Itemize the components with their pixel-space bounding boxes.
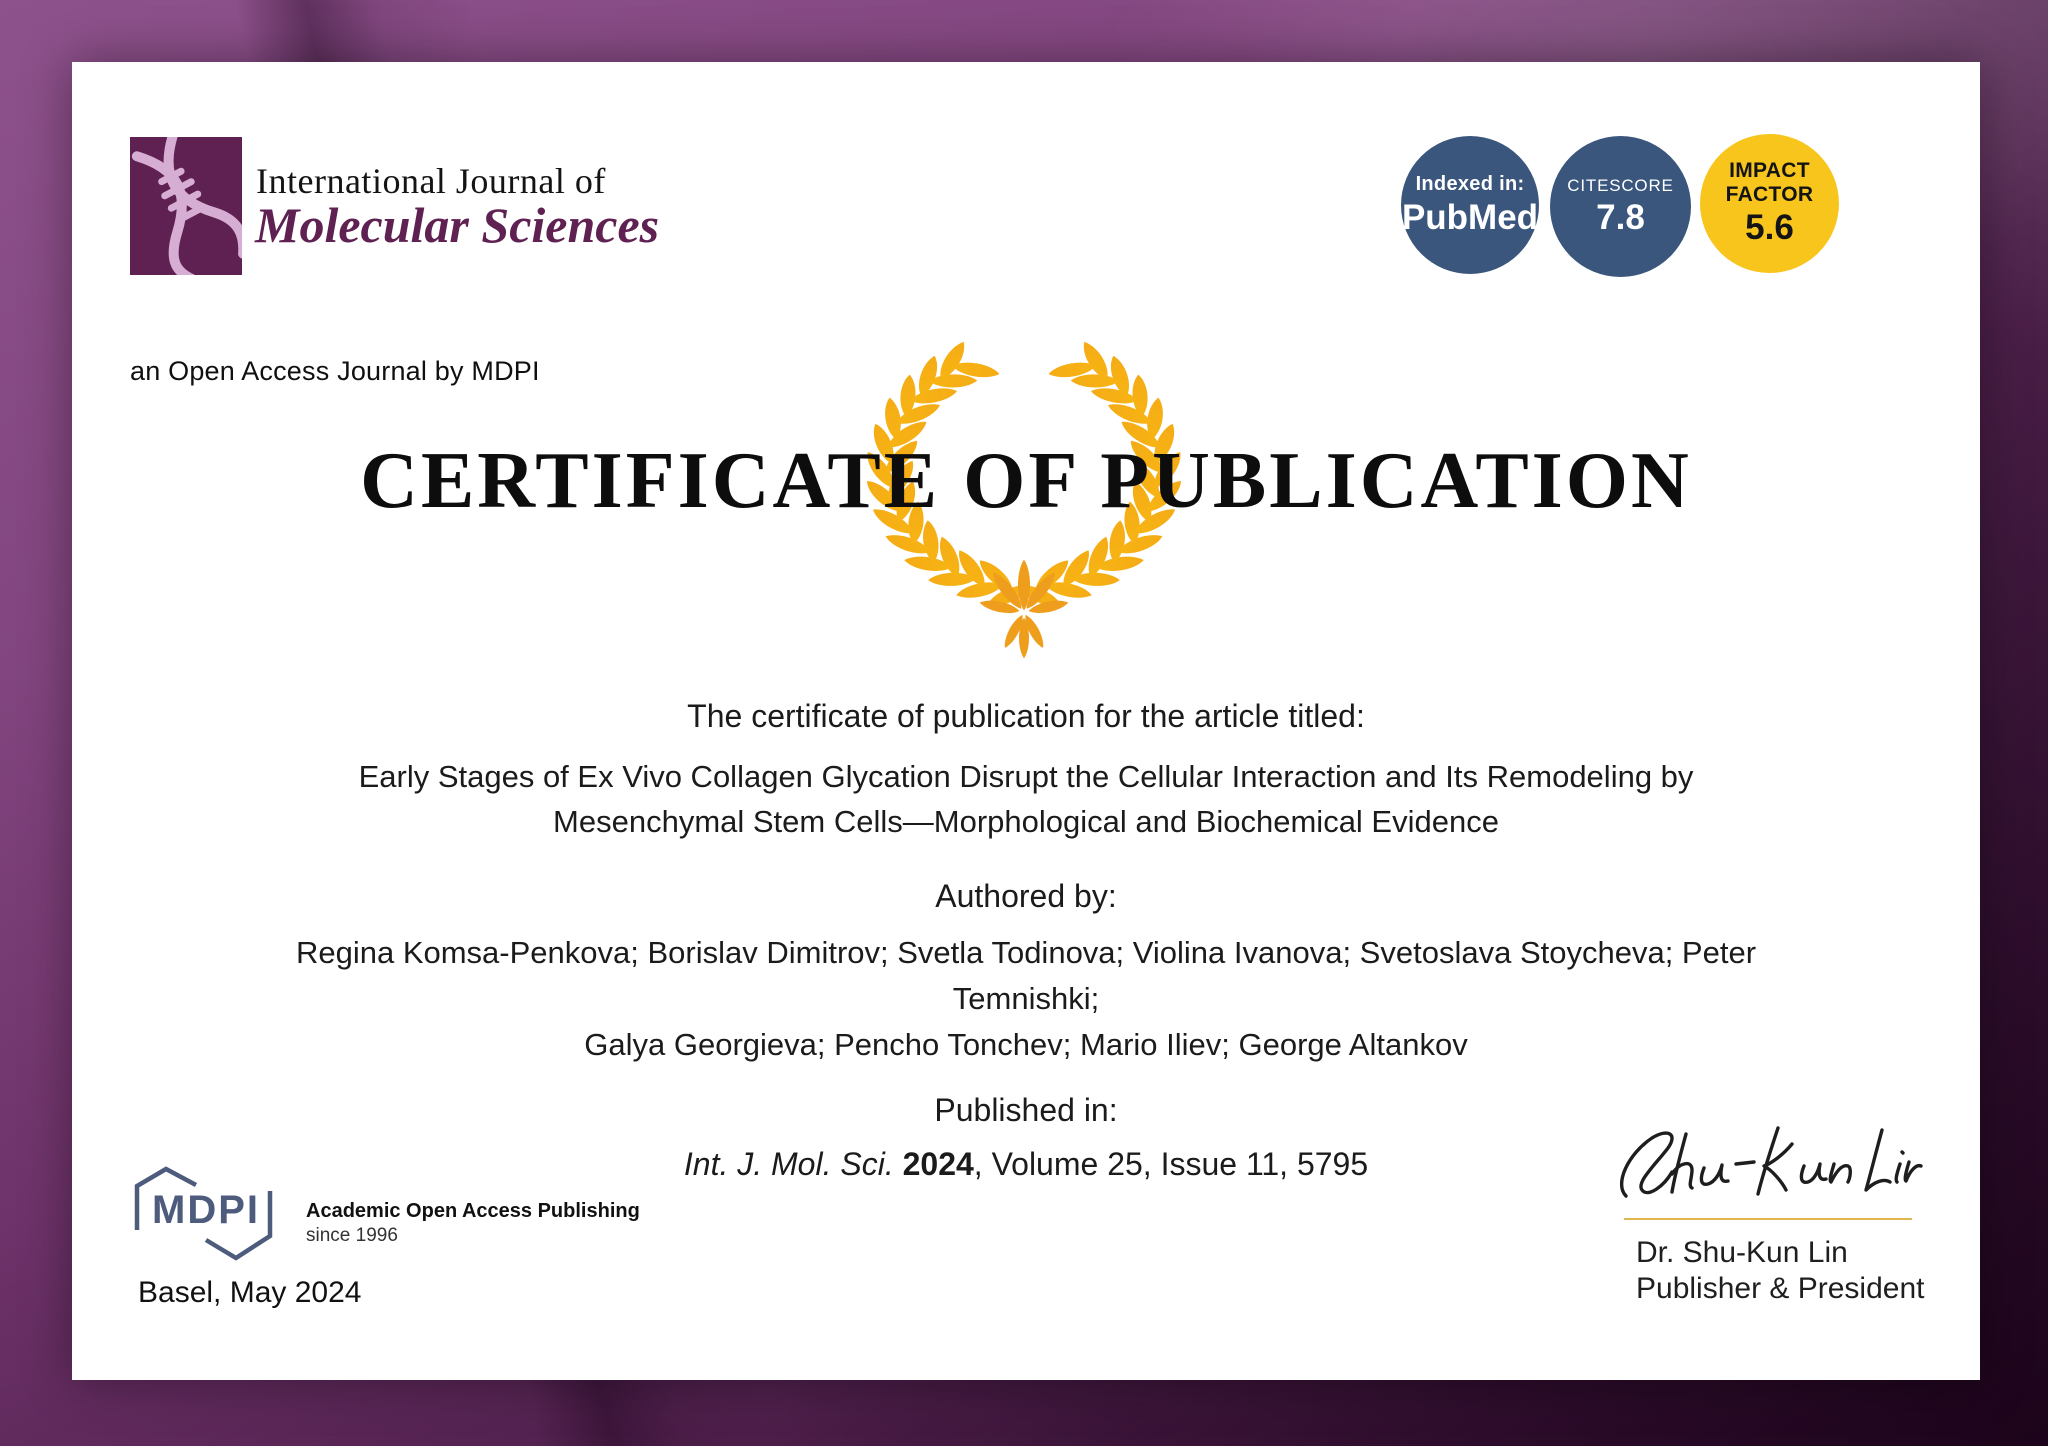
certificate-card [72, 62, 1980, 1380]
mdpi-publisher-line2: since 1996 [306, 1225, 398, 1246]
impact-factor-badge [1700, 134, 1839, 273]
dna-helix-icon [130, 137, 242, 275]
article-title-line1: Early Stages of Ex Vivo Collagen Glycation Disrupt the Cellular Interaction and Its Remodeling by [358, 759, 1694, 794]
pubmed-badge-value: PubMed [1401, 197, 1539, 237]
journal-logo [130, 137, 242, 275]
authors-list [72, 930, 1980, 1068]
citation-journal: Int. J. Mol. Sci. [683, 1146, 894, 1182]
signatory-role: Publisher & President [1636, 1272, 1925, 1305]
article-title [72, 754, 1980, 844]
intro-line: The certificate of publication for the article titled: [687, 698, 1365, 734]
pubmed-badge-label: Indexed in: [1415, 172, 1525, 195]
journal-name-line1: International Journal of [256, 161, 606, 201]
certificate-title: CERTIFICATE OF PUBLICATION [360, 437, 1692, 525]
mdpi-logo [136, 1166, 276, 1266]
citescore-badge-label: CITESCORE [1567, 175, 1674, 195]
citescore-badge-value: 7.8 [1596, 197, 1645, 237]
impact-factor-label-line2: FACTOR [1725, 182, 1814, 206]
authors-line2: Temnishki; [952, 981, 1100, 1016]
citation-year: 2024 [893, 1146, 974, 1182]
authors-line1: Regina Komsa-Penkova; Borislav Dimitrov; Svetla Todinova; Violina Ivanova; Svetoslava Stoycheva; Peter [295, 935, 1757, 970]
citation-volume-issue: , Volume 25, Issue 11, 5795 [973, 1146, 1369, 1182]
mdpi-publisher-line1: Academic Open Access Publishing [306, 1200, 640, 1222]
published-in-label: Published in: [934, 1092, 1118, 1128]
place-and-date: Basel, May 2024 [138, 1276, 362, 1309]
journal-name-line2: Molecular Sciences [255, 197, 660, 253]
impact-factor-label-line1: IMPACT [1729, 158, 1810, 182]
signature-divider [1624, 1218, 1912, 1220]
authored-by-label: Authored by: [935, 878, 1117, 914]
pubmed-badge [1401, 136, 1539, 274]
impact-factor-value: 5.6 [1745, 208, 1794, 248]
article-title-line2: Mesenchymal Stem Cells—Morphological and Biochemical Evidence [553, 804, 1499, 839]
signature-script [1612, 1118, 1922, 1228]
journal-tagline: an Open Access Journal by MDPI [130, 356, 540, 386]
citescore-badge [1550, 136, 1691, 277]
mdpi-logo-text: MDPI [152, 1188, 260, 1232]
signatory-name: Dr. Shu-Kun Lin [1636, 1236, 1848, 1269]
authors-line3: Galya Georgieva; Pencho Tonchev; Mario Iliev; George Altankov [584, 1027, 1468, 1062]
